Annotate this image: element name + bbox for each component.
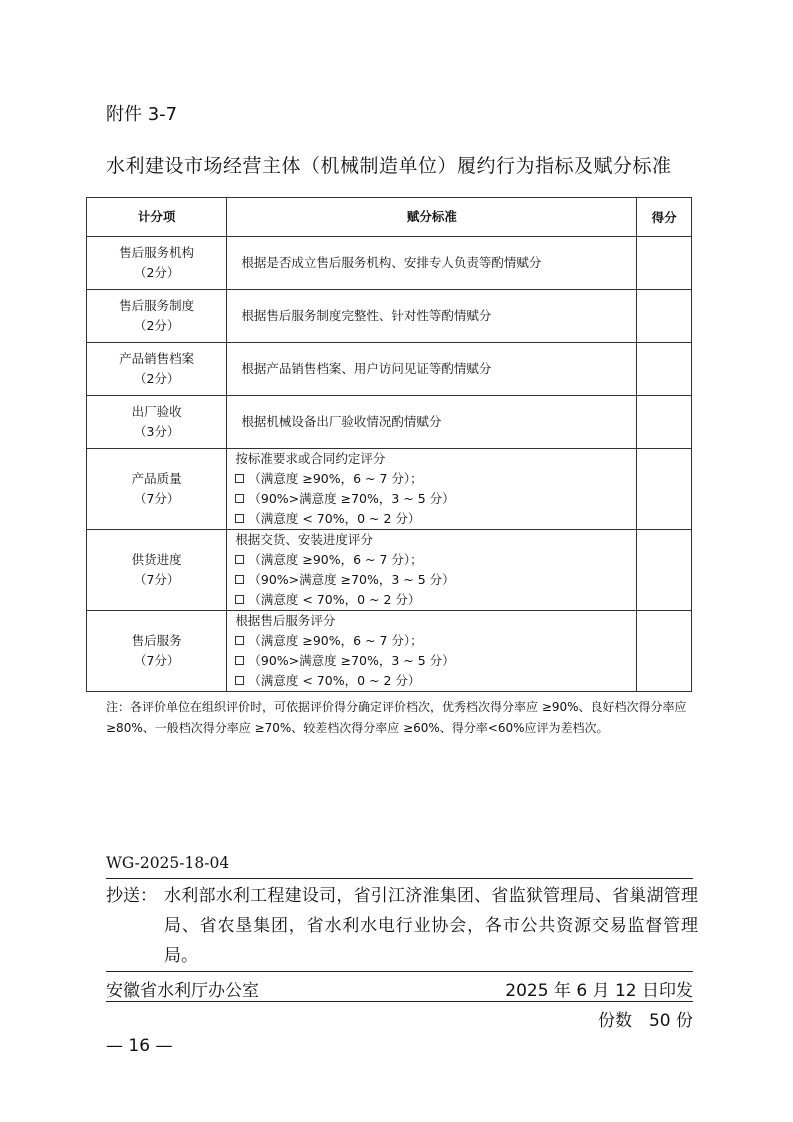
table-row — [87, 396, 692, 449]
document-code: WG-2025-18-04 — [106, 854, 230, 872]
criteria-line — [239, 412, 636, 432]
criteria-cell — [227, 343, 637, 396]
attachment-label: 附件 3-7 — [106, 104, 178, 125]
criteria-line — [233, 590, 636, 610]
criteria-text: 根据交货、安装进度评分 — [235, 532, 373, 547]
criteria-text: （满意度 < 70%，0 ~ 2 分） — [248, 673, 421, 688]
criteria-text: （满意度 ≥90%，6 ~ 7 分）； — [248, 633, 423, 648]
item-points: （2分） — [133, 265, 180, 280]
item-cell — [87, 530, 227, 611]
item-cell — [87, 611, 227, 692]
criteria-cell — [227, 237, 637, 290]
criteria-text: （满意度 < 70%，0 ~ 2 分） — [248, 592, 421, 607]
divider — [106, 878, 693, 879]
item-cell — [87, 290, 227, 343]
criteria-text: 按标准要求或合同约定评分 — [235, 451, 386, 466]
criteria-cell — [227, 396, 637, 449]
criteria-text: （满意度 < 70%，0 ~ 2 分） — [248, 511, 421, 526]
item-points: （2分） — [133, 318, 180, 333]
table-row — [87, 449, 692, 530]
page-number: — 16 — — [106, 1036, 173, 1056]
cc-section — [106, 881, 698, 971]
item-name: 出厂验收 — [131, 404, 182, 419]
checkbox-icon — [235, 575, 244, 584]
item-cell — [87, 343, 227, 396]
header-score: 得分 — [637, 198, 692, 237]
criteria-line — [233, 671, 636, 691]
criteria-line — [233, 509, 636, 529]
criteria-text: （90%>满意度 ≥70%，3 ~ 5 分） — [248, 491, 455, 506]
criteria-line — [239, 253, 636, 273]
table-row — [87, 530, 692, 611]
score-cell — [637, 396, 692, 449]
table-header-row — [87, 198, 692, 237]
scoring-table — [86, 197, 692, 692]
item-name: 售后服务制度 — [119, 298, 195, 313]
criteria-text: 根据售后服务制度完整性、针对性等酌情赋分 — [241, 308, 492, 323]
divider — [106, 1001, 693, 1002]
criteria-line — [233, 449, 636, 469]
criteria-text: （满意度 ≥90%，6 ~ 7 分）； — [248, 471, 423, 486]
criteria-text: （90%>满意度 ≥70%，3 ~ 5 分） — [248, 572, 455, 587]
cc-recipients: 水利部水利工程建设司，省引江济淮集团、省监狱管理局、省巢湖管理局、省农垦集团，省水利水电行业协会，各市公共资源交易监督管理局。 — [164, 886, 698, 966]
item-cell — [87, 449, 227, 530]
item-points: （3分） — [133, 424, 180, 439]
item-name: 产品质量 — [131, 471, 182, 486]
header-criteria: 赋分标准 — [227, 198, 637, 237]
criteria-cell — [227, 290, 637, 343]
criteria-line — [233, 570, 636, 590]
criteria-line — [233, 651, 636, 671]
table-row — [87, 290, 692, 343]
print-date: 2025 年 6 月 12 日印发 — [505, 981, 693, 1001]
score-cell — [637, 449, 692, 530]
item-points: （7分） — [133, 653, 180, 668]
item-cell — [87, 396, 227, 449]
criteria-line — [239, 359, 636, 379]
table-row — [87, 343, 692, 396]
criteria-text: 根据售后服务评分 — [235, 613, 336, 628]
criteria-line — [239, 306, 636, 326]
header-item: 计分项 — [87, 198, 227, 237]
checkbox-icon — [235, 474, 244, 483]
criteria-line — [233, 550, 636, 570]
criteria-line — [233, 469, 636, 489]
item-name: 售后服务 — [131, 633, 182, 648]
table-row — [87, 611, 692, 692]
checkbox-icon — [235, 656, 244, 665]
checkbox-icon — [235, 514, 244, 523]
copies-count: 份数 50 份 — [597, 1011, 693, 1031]
issuing-office: 安徽省水利厅办公室 — [106, 981, 259, 1001]
criteria-text: （90%>满意度 ≥70%，3 ~ 5 分） — [248, 653, 455, 668]
score-cell — [637, 530, 692, 611]
criteria-line — [233, 631, 636, 651]
checkbox-icon — [235, 555, 244, 564]
checkbox-icon — [235, 676, 244, 685]
score-cell — [637, 343, 692, 396]
item-name: 产品销售档案 — [119, 351, 195, 366]
checkbox-icon — [235, 636, 244, 645]
criteria-text: 根据是否成立售后服务机构、安排专人负责等酌情赋分 — [241, 255, 542, 270]
document-title: 水利建设市场经营主体（机械制造单位）履约行为指标及赋分标准 — [106, 155, 672, 177]
divider — [106, 971, 693, 972]
item-name: 售后服务机构 — [119, 245, 195, 260]
item-name: 供货进度 — [131, 552, 182, 567]
criteria-cell — [227, 530, 637, 611]
criteria-line — [233, 530, 636, 550]
item-points: （2分） — [133, 371, 180, 386]
score-cell — [637, 611, 692, 692]
criteria-text: 根据机械设备出厂验收情况酌情赋分 — [241, 414, 442, 429]
item-points: （7分） — [133, 572, 180, 587]
criteria-text: （满意度 ≥90%，6 ~ 7 分）； — [248, 552, 423, 567]
item-points: （7分） — [133, 491, 180, 506]
item-cell — [87, 237, 227, 290]
criteria-cell — [227, 449, 637, 530]
checkbox-icon — [235, 595, 244, 604]
criteria-cell — [227, 611, 637, 692]
checkbox-icon — [235, 494, 244, 503]
criteria-text: 根据产品销售档案、用户访问见证等酌情赋分 — [241, 361, 492, 376]
criteria-line — [233, 489, 636, 509]
table-row — [87, 237, 692, 290]
criteria-line — [233, 611, 636, 631]
cc-label: 抄送： — [106, 886, 157, 906]
table-note: 注：各评价单位在组织评价时，可依据评价得分确定评价档次，优秀档次得分率应 ≥90%、良好档次得分率应 ≥80%、一般档次得分率应 ≥70%、较差档次得分率应 ≥60%、得分率<60%应评为差档次。 — [106, 700, 687, 735]
score-cell — [637, 237, 692, 290]
score-cell — [637, 290, 692, 343]
